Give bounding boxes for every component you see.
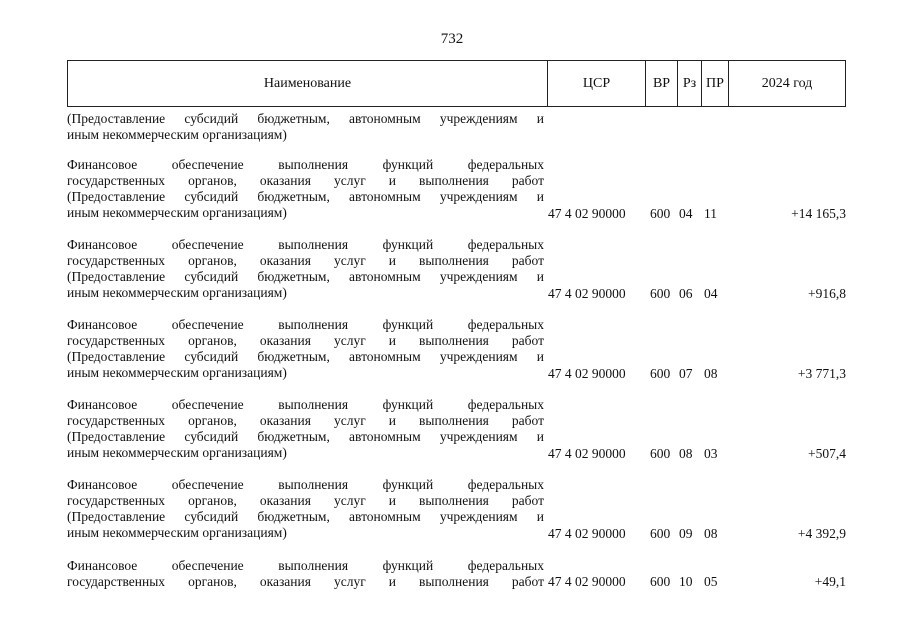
name-line: Финансовое обеспечение выполнения функций федеральных <box>67 317 544 332</box>
header-year: 2024 год <box>761 76 813 91</box>
header-csr: ЦСР <box>548 61 646 106</box>
row-pr: 11 <box>704 206 717 221</box>
row-rz: 04 <box>679 206 693 221</box>
row-vr: 600 <box>650 574 671 589</box>
name-line: (Предоставление субсидий бюджетным, автономным учреждениям и <box>67 349 544 364</box>
name-line: (Предоставление субсидий бюджетным, автономным учреждениям и <box>67 509 544 524</box>
name-line: государственных органов, оказания услуг и выполнения работ <box>67 493 544 508</box>
name-line: государственных органов, оказания услуг и выполнения работ <box>67 333 544 348</box>
row-rz: 08 <box>679 446 693 461</box>
name-line: Финансовое обеспечение выполнения функций федеральных <box>67 397 544 412</box>
row-year: +4 392,9 <box>797 526 846 541</box>
row-pr: 08 <box>704 366 718 381</box>
row-csr: 47 4 02 90000 <box>548 286 626 301</box>
row-vr: 600 <box>650 526 671 541</box>
name-line: иным некоммерческим организациям) <box>67 205 287 220</box>
name-line: иным некоммерческим организациям) <box>67 525 287 540</box>
name-line: Финансовое обеспечение выполнения функций федеральных <box>67 237 544 252</box>
page-number: 732 <box>440 31 464 47</box>
row-year: +14 165,3 <box>791 206 846 221</box>
row-rz: 06 <box>679 286 693 301</box>
name-line: государственных органов, оказания услуг и выполнения работ <box>67 574 544 589</box>
table-header <box>67 60 846 107</box>
name-line: иным некоммерческим организациям) <box>67 445 287 460</box>
row-name <box>67 477 544 541</box>
row-pr: 08 <box>704 526 718 541</box>
row-name <box>67 317 544 381</box>
name-line: иным некоммерческим организациям) <box>67 127 287 142</box>
continuation-name <box>67 111 544 143</box>
row-csr: 47 4 02 90000 <box>548 446 626 461</box>
name-line: Финансовое обеспечение выполнения функций федеральных <box>67 558 544 573</box>
name-line: иным некоммерческим организациям) <box>67 285 287 300</box>
name-line: (Предоставление субсидий бюджетным, автономным учреждениям и <box>67 429 544 444</box>
header-name: Наименование <box>68 61 548 106</box>
name-line: иным некоммерческим организациям) <box>67 365 287 380</box>
name-line: государственных органов, оказания услуг и выполнения работ <box>67 413 544 428</box>
row-vr: 600 <box>650 446 671 461</box>
row-pr: 03 <box>704 446 718 461</box>
row-name <box>67 397 544 461</box>
row-vr: 600 <box>650 206 671 221</box>
header-vr: ВР <box>646 61 678 106</box>
name-line: Финансовое обеспечение выполнения функций федеральных <box>67 477 544 492</box>
name-line: государственных органов, оказания услуг и выполнения работ <box>67 253 544 268</box>
row-year: +49,1 <box>814 574 846 589</box>
header-pr: ПР <box>702 61 729 106</box>
row-name <box>67 558 544 590</box>
row-rz: 07 <box>679 366 693 381</box>
row-vr: 600 <box>650 366 671 381</box>
row-name <box>67 157 544 221</box>
row-csr: 47 4 02 90000 <box>548 526 626 541</box>
header-rz: Рз <box>678 61 702 106</box>
name-line: государственных органов, оказания услуг и выполнения работ <box>67 173 544 188</box>
row-rz: 10 <box>679 574 693 589</box>
row-csr: 47 4 02 90000 <box>548 366 626 381</box>
name-line: (Предоставление субсидий бюджетным, автономным учреждениям и <box>67 189 544 204</box>
name-line: (Предоставление субсидий бюджетным, автономным учреждениям и <box>67 111 544 126</box>
name-line: (Предоставление субсидий бюджетным, автономным учреждениям и <box>67 269 544 284</box>
row-rz: 09 <box>679 526 693 541</box>
row-year: +507,4 <box>808 446 846 461</box>
row-csr: 47 4 02 90000 <box>548 574 626 589</box>
row-year: +3 771,3 <box>797 366 846 381</box>
row-vr: 600 <box>650 286 671 301</box>
row-year: +916,8 <box>808 286 846 301</box>
row-csr: 47 4 02 90000 <box>548 206 626 221</box>
row-pr: 04 <box>704 286 718 301</box>
row-pr: 05 <box>704 574 718 589</box>
name-line: Финансовое обеспечение выполнения функций федеральных <box>67 157 544 172</box>
row-name <box>67 237 544 301</box>
